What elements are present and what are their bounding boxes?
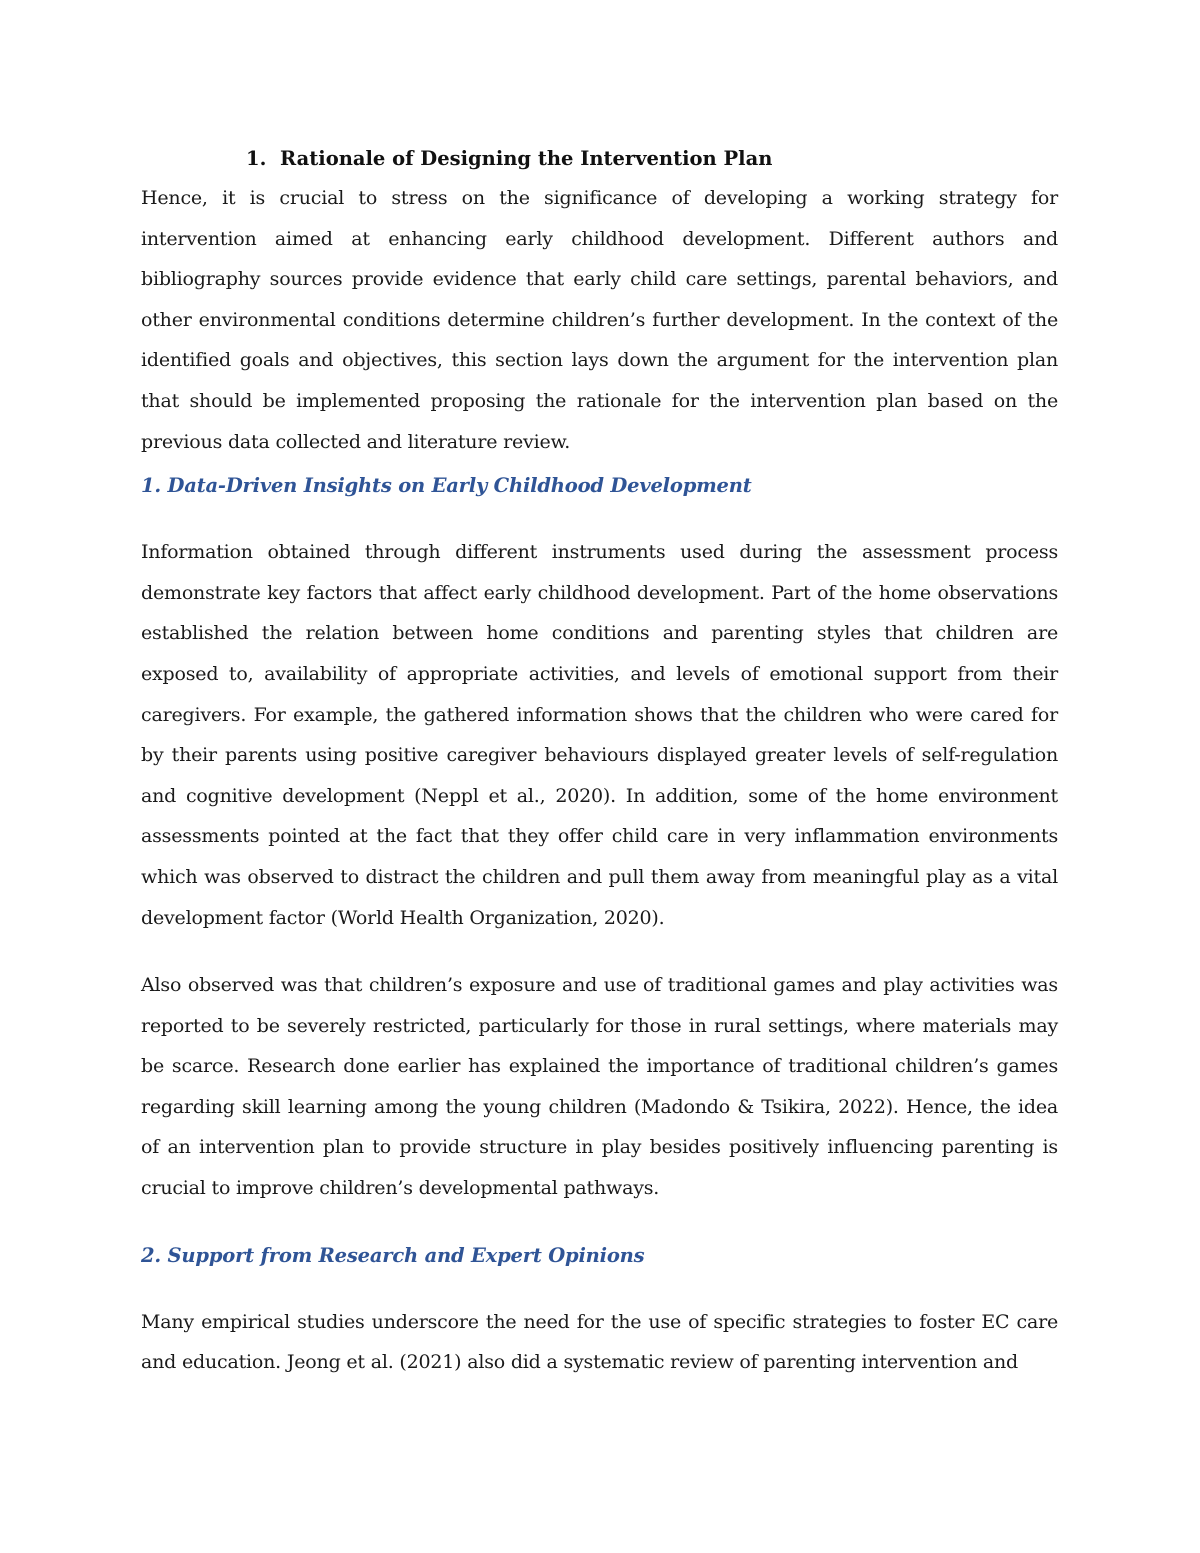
section1-paragraph-2: Also observed was that children’s exposure and use of traditional games and play activities was reported to be severely restricted, particularly for those in rural settings, where materials may be scarce. Research done earlier has explained the importance of traditional children’s games regarding skill learning among the young children (Madondo & Tsikira, 2022). Hence, the idea of an intervention plan to provide structure in play besides positively influencing parenting is crucial to improve children’s developmental pathways. (141, 974, 1058, 1200)
document-content (141, 142, 1058, 1383)
section-heading (246, 142, 1058, 176)
section1-paragraph-1: Information obtained through different instruments used during the assessment process demonstrate key factors that affect early childhood development. Part of the home observations established the relation between home conditions and parenting styles that children are exposed to, availability of appropriate activities, and levels of emotional support from their caregivers. For example, the gathered information shows that the children who were cared for by their parents using positive caregiver behaviours displayed greater levels of self-regulation and cognitive development (Neppl et al., 2020). In addition, some of the home environment assessments pointed at the fact that they offer child care in very inflammation environments which was observed to distract the children and pull them away from meaningful play as a vital development factor (World Health Organization, 2020). (141, 541, 1058, 929)
heading-number: 1. (246, 147, 267, 170)
intro-paragraph: Hence, it is crucial to stress on the significance of developing a working strategy for intervention aimed at enhancing early childhood development. Different authors and bibliography sources provide evidence that early child care settings, parental behaviors, and other environmental conditions determine children’s further development. In the context of the identified goals and objectives, this section lays down the argument for the intervention plan that should be implemented proposing the rationale for the intervention plan based on the previous data collected and literature review. (141, 187, 1058, 453)
heading-text: Rationale of Designing the Intervention Plan (280, 147, 773, 170)
section2-paragraph-1: Many empirical studies underscore the need for the use of specific strategies to foster EC care and education. Jeong et al. (2021) also did a systematic review of parenting intervention and (141, 1310, 1058, 1374)
subheading-data-driven-insights: 1. Data-Driven Insights on Early Childhood Development (141, 474, 752, 498)
subheading-research-support: 2. Support from Research and Expert Opinions (141, 1243, 645, 1267)
